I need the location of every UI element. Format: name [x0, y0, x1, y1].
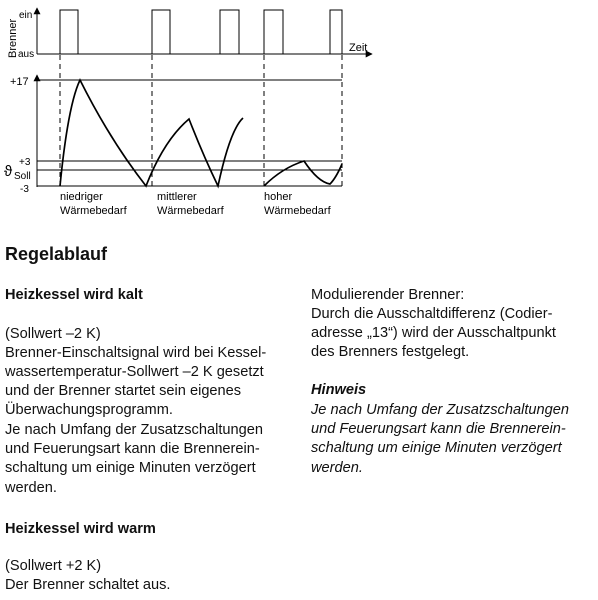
temperature-chart: [37, 75, 342, 187]
cold-line: Je nach Umfang der Zusatzschaltungen: [5, 422, 263, 438]
tick-minus3: -3: [20, 184, 29, 195]
theta-symbol: ϑ: [4, 163, 13, 180]
control-sequence-diagram: [0, 0, 368, 225]
time-axis-label: Zeit: [349, 42, 368, 54]
burner-on-label: ein: [19, 10, 33, 21]
warm-heading: Heizkessel wird warm: [5, 521, 156, 537]
burner-axis-label: Brenner: [7, 18, 19, 58]
burner-off-label: aus: [18, 49, 35, 60]
cold-line: wassertemperatur-Sollwert –2 K gesetzt: [5, 364, 264, 380]
phase-separators: [60, 10, 342, 187]
hint-line: Je nach Umfang der Zusatzschaltungen: [311, 402, 569, 418]
section-title: Regelablauf: [5, 244, 108, 264]
demand-low-line1: niedriger: [60, 191, 103, 203]
cold-line: und der Brenner startet sein eigenes: [5, 383, 242, 399]
demand-high-line1: hoher: [264, 191, 293, 203]
cold-line: werden.: [5, 480, 57, 496]
demand-low-line2: Wärmebedarf: [60, 205, 127, 217]
setpoint-label: Soll: [14, 171, 31, 182]
cold-line: Überwachungsprogramm.: [5, 402, 173, 418]
burner-pulse-train: [37, 10, 342, 54]
tick-plus3: +3: [19, 157, 31, 168]
burner-switch-chart: [37, 8, 372, 54]
modulating-line: Modulierender Brenner:: [311, 287, 465, 303]
hint-heading: Hinweis: [311, 382, 367, 398]
tick-plus17: +17: [10, 76, 29, 88]
cold-line: und Feuerungsart kann die Brennerein-: [5, 441, 260, 457]
hint-line: werden.: [311, 460, 363, 476]
cold-heading: Heizkessel wird kalt: [5, 287, 143, 303]
warm-setpoint: (Sollwert +2 K): [5, 558, 102, 574]
hint-line: und Feuerungsart kann die Brennerein-: [311, 421, 566, 437]
modulating-line: Durch die Ausschaltdifferenz (Codier-: [311, 306, 553, 322]
demand-mid-line1: mittlerer: [157, 191, 197, 203]
cold-setpoint: (Sollwert –2 K): [5, 326, 101, 342]
hint-line: schaltung um einige Minuten verzögert: [311, 440, 562, 456]
cold-line: schaltung um einige Minuten verzögert: [5, 460, 256, 476]
warm-line: Der Brenner schaltet aus.: [5, 577, 171, 593]
modulating-line: adresse „13“) wird der Ausschaltpunkt: [311, 325, 556, 341]
demand-high-line2: Wärmebedarf: [264, 205, 331, 217]
cold-line: Brenner-Einschaltsignal wird bei Kessel-: [5, 345, 267, 361]
modulating-line: des Brenners festgelegt.: [311, 344, 470, 360]
demand-mid-line2: Wärmebedarf: [157, 205, 224, 217]
